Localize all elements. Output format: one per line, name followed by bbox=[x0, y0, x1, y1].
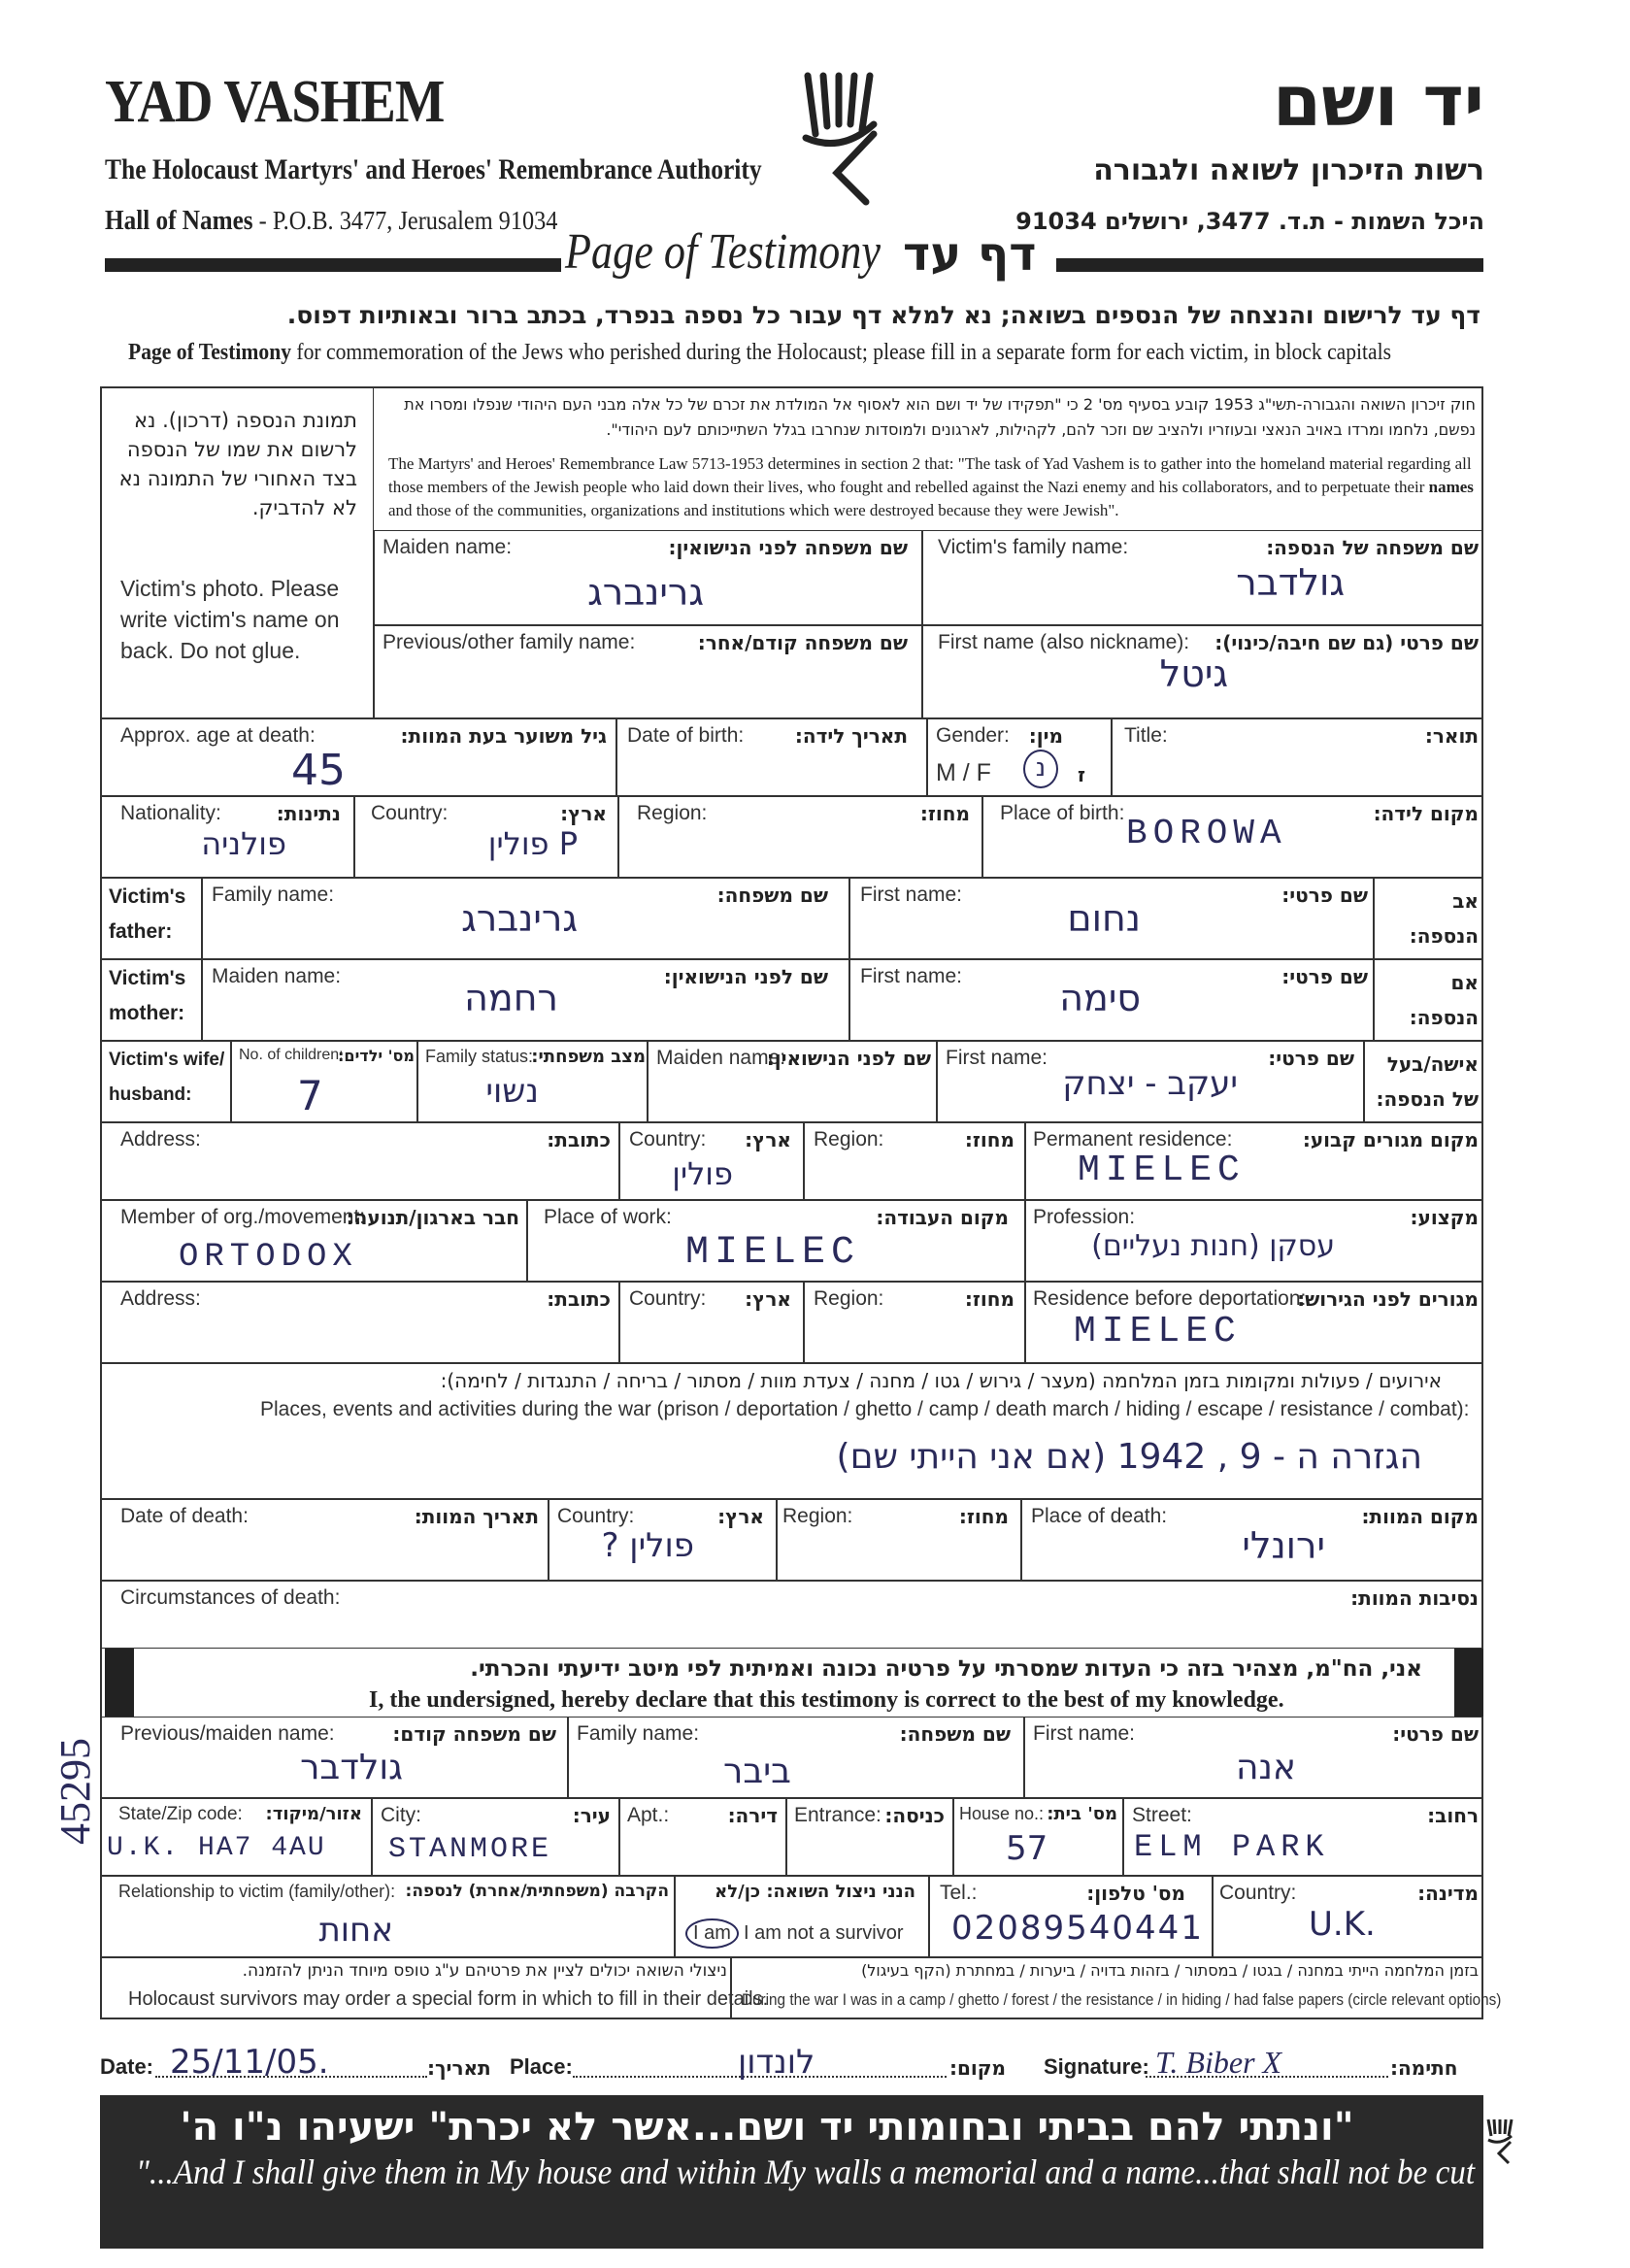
spouse-label: Victim's wife/ husband: bbox=[109, 1050, 225, 1105]
place-of-birth-label-he: מקום לידה: bbox=[1373, 802, 1479, 825]
father-label: Victim's father: bbox=[109, 885, 186, 943]
signature-label-he: חתימה: bbox=[1390, 2056, 1458, 2080]
father-label-he: אב הנספה: bbox=[1409, 889, 1479, 948]
entrance-label: Entrance: bbox=[794, 1804, 882, 1826]
address-label: Address: bbox=[120, 1128, 201, 1151]
city-value: STANMORE bbox=[388, 1833, 552, 1866]
place-of-death-label-he: מקום המוות: bbox=[1361, 1505, 1479, 1528]
family-status-label-he: מצב משפחתי: bbox=[531, 1047, 646, 1067]
house-no-value: 57 bbox=[1006, 1829, 1048, 1868]
place-of-death-value: ירונלי bbox=[1242, 1524, 1325, 1567]
tel-value: 02089540441 bbox=[951, 1909, 1204, 1948]
address-label-he: כתובת: bbox=[547, 1128, 611, 1151]
submitter-country-label: Country: bbox=[1219, 1882, 1297, 1904]
place-label-he: מקום: bbox=[949, 2056, 1006, 2080]
header-rule-right bbox=[1056, 258, 1483, 272]
state-zip-label: State/Zip code: bbox=[118, 1804, 243, 1824]
place-of-work-value: MIELEC bbox=[685, 1231, 861, 1275]
war-status-he: בזמן המלחמה הייתי במחנה / בגטו / במסתור / בזהות בדויה / ביערות / במחתרת (הקף בעיגול) bbox=[861, 1961, 1479, 1980]
age-label: Approx. age at death: bbox=[120, 724, 316, 747]
mother-first-label-he: שם פרטי: bbox=[1281, 965, 1368, 988]
victim-family-label: Victim's family name: bbox=[938, 536, 1129, 558]
photo-instructions-he: תמונת הנספה (דרכון). נא לרשום את שמו של הנספה בצד האחורי של התמונה נא לא להדביק. bbox=[118, 409, 357, 519]
father-family-label: Family name: bbox=[212, 884, 335, 906]
member-org-value: ORTODOX bbox=[179, 1239, 358, 1276]
profession-value: עסקן (חנות נעליים) bbox=[1091, 1229, 1335, 1263]
birth-country-value: P פולין bbox=[487, 825, 578, 862]
submitter-prev-name-label: Previous/maiden name: bbox=[120, 1722, 335, 1745]
date-label-he: תאריך: bbox=[427, 2056, 491, 2080]
age-value: 45 bbox=[291, 746, 346, 795]
gender-circled-value[interactable]: נ bbox=[1023, 750, 1058, 788]
relationship-label-he: הקרבה (משפחתית/אחרת) לנספה: bbox=[405, 1882, 669, 1901]
street-label: Street: bbox=[1132, 1804, 1192, 1826]
org-name-en: YAD VASHEM bbox=[105, 69, 445, 135]
address2-country-label-he: ארץ: bbox=[745, 1287, 791, 1311]
photo-instructions-en: Victim's photo. Please write victim's name on back. Do not glue. bbox=[120, 576, 340, 663]
place-of-death-label: Place of death: bbox=[1031, 1505, 1168, 1527]
yad-vashem-small-logo-icon bbox=[1485, 2117, 1514, 2165]
address2-region-label-he: מחוז: bbox=[964, 1287, 1015, 1311]
law-notice-he: חוק זיכרון השואה והגבורה-תשי"ג 1953 קובע בסעיף מס' 2 כי "תפקידו של יד ושם הוא לאסוף אל המולדת את זכרם של כל אלה מבני העם היהודי שנפלו ומסרו את נפשם, נלחמו ומרדו באויב הנאצי ובעוזריו ולהציב שם וזכר להם, לקהילות, לארגונים ולמוסדות שנחרבו בגלל השתייכותם לעם היהודי". bbox=[404, 395, 1476, 439]
place-of-birth-label: Place of birth: bbox=[1000, 802, 1125, 824]
submitter-family-label-he: שם משפחה: bbox=[899, 1722, 1011, 1746]
mother-first-label: First name: bbox=[860, 965, 963, 987]
address2-country-label: Country: bbox=[629, 1287, 707, 1310]
date-label: Date: bbox=[100, 2054, 154, 2079]
declaration-he: אני, הח"מ, מצהיר בזה כי העדות שמסרתי על פרטיה נכונה ואמיתית לפי מיטב ידיעתי והכרתי. bbox=[470, 1656, 1422, 1682]
death-country-label-he: ארץ: bbox=[717, 1505, 764, 1528]
house-no-label-he: מס' בית: bbox=[1047, 1804, 1117, 1824]
war-status-en: During the war I was in a camp / ghetto / forest / the resistance / in hiding / had false papers (circle relevant options) bbox=[742, 1990, 1502, 2009]
death-country-value: פולין ? bbox=[601, 1526, 694, 1565]
gender-label-he: מין: bbox=[1028, 724, 1063, 748]
war-events-value: הגזרה ה - 9 , 1942 (אם אני הייתי שם) bbox=[836, 1437, 1422, 1477]
maiden-name-value: גרינברג bbox=[587, 571, 704, 614]
submitter-family-value: ביבר bbox=[723, 1751, 791, 1791]
hall-address: - P.O.B. 3477, Jerusalem 91034 bbox=[258, 206, 558, 235]
submitter-country-label-he: מדינה: bbox=[1417, 1882, 1479, 1905]
family-status-value: נשוי bbox=[485, 1072, 539, 1111]
submitter-first-label: First name: bbox=[1033, 1722, 1136, 1745]
i-am-circled[interactable]: I am bbox=[685, 1918, 739, 1949]
apt-label-he: דירה: bbox=[727, 1804, 778, 1827]
father-first-label-he: שם פרטי: bbox=[1281, 884, 1368, 907]
circumstances-label-he: נסיבות המוות: bbox=[1350, 1586, 1479, 1610]
apt-label: Apt.: bbox=[627, 1804, 670, 1826]
profession-label: Profession: bbox=[1033, 1206, 1136, 1228]
signature-label: Signature: bbox=[1044, 2054, 1149, 2079]
previous-family-label: Previous/other family name: bbox=[383, 631, 636, 653]
org-subtitle-he: רשות הזיכרון לשואה ולגבורה bbox=[1093, 153, 1484, 187]
mother-maiden-value: רחמה bbox=[464, 977, 558, 1019]
war-events-label: Places, events and activities during the war (prison / deportation / ghetto / camp / death march / hiding / escape / resistance / combat): bbox=[260, 1398, 1470, 1420]
hall-of-names-he: היכל השמות - ת.ד. 3477, ירושלים 91034 bbox=[1015, 208, 1484, 235]
street-value: ELM PARK bbox=[1134, 1829, 1330, 1865]
member-org-label: Member of org./movement: bbox=[120, 1206, 366, 1228]
children-label-he: מס' ילדים: bbox=[338, 1047, 415, 1065]
submitter-family-label: Family name: bbox=[577, 1722, 700, 1745]
permanent-residence-label: Permanent residence: bbox=[1033, 1128, 1233, 1151]
city-label: City: bbox=[381, 1804, 421, 1826]
death-region-label: Region: bbox=[782, 1505, 853, 1527]
footer-verse-en-text: "...And I shall give them in My house and within My walls a memorial and a name...that shall not be cut off" bbox=[136, 2152, 1531, 2191]
instructions-he: דף עד לרישום והנצחה של הנספים בשואה; נא למלא דף עבור כל נספה בנפרד, בכתב ברור ובאותיות דפוס. bbox=[286, 301, 1480, 329]
father-family-label-he: שם משפחה: bbox=[716, 884, 828, 907]
place-of-work-label: Place of work: bbox=[544, 1206, 672, 1228]
relationship-label: Relationship to victim (family/other): bbox=[118, 1882, 396, 1901]
law-notice-en-1: The Martyrs' and Heroes' Remembrance Law 5713-1953 determines in section 2 that: "The task of Yad Vashem is to gather into the homeland material regarding all those members of the Jewish people who laid down their lives, who fought and rebelled against the Nazi enemy and his collaborators, and to perpetuate their bbox=[388, 454, 1472, 496]
not-survivor-option[interactable]: I am not a survivor bbox=[744, 1922, 904, 1944]
family-status-label: Family status: bbox=[425, 1047, 534, 1066]
instructions-en bbox=[128, 340, 1391, 366]
children-label: No. of children: bbox=[239, 1047, 344, 1063]
signature-value[interactable]: T. Biber X bbox=[1155, 2045, 1282, 2080]
state-zip-value: U.K. HA7 4AU bbox=[107, 1833, 326, 1863]
gender-options: M / F bbox=[936, 759, 991, 786]
yad-vashem-logo-icon bbox=[798, 66, 885, 212]
gender-options-he: ז bbox=[1078, 763, 1086, 786]
spouse-first-label-he: שם פרטי: bbox=[1268, 1047, 1354, 1070]
org-name-he: יד ושם bbox=[1272, 60, 1484, 142]
children-value: 7 bbox=[297, 1072, 323, 1119]
law-notice-en-2: and those of the communities, organizations and institutions which were destroyed because they were Jewish". bbox=[388, 501, 1119, 519]
mother-maiden-label-he: שם לפני הנישואין: bbox=[663, 965, 828, 988]
form-title-en: Page of Testimony bbox=[565, 224, 881, 280]
place-of-birth-value: BOROWA bbox=[1126, 814, 1287, 853]
footer-verse-en bbox=[136, 2151, 1630, 2192]
father-first-label: First name: bbox=[860, 884, 963, 906]
mother-first-value: סימה bbox=[1059, 977, 1141, 1019]
address-country-label: Country: bbox=[629, 1128, 707, 1151]
law-notice-names: names bbox=[1428, 478, 1474, 496]
hall-of-names-en bbox=[105, 206, 557, 237]
victim-family-value: גולדבר bbox=[1236, 561, 1345, 604]
tel-label: Tel.: bbox=[940, 1882, 978, 1904]
org-subtitle-en: The Holocaust Martyrs' and Heroes' Remembrance Authority bbox=[105, 153, 762, 185]
birth-region-label: Region: bbox=[637, 802, 708, 824]
profession-label-he: מקצוע: bbox=[1410, 1206, 1479, 1229]
address2-label-he: כתובת: bbox=[547, 1287, 611, 1311]
address-region-label-he: מחוז: bbox=[964, 1128, 1015, 1151]
footer-verse-he: "ונתתי להם בביתי ובחומותי יד ושם...אשר לא יכרת" ישעיהו נ"ו ה' bbox=[180, 2105, 1354, 2150]
instructions-en-text: for commemoration of the Jews who perished during the Holocaust; please fill in a separate form for each victim, in block capitals bbox=[296, 340, 1392, 365]
first-name-nick-label: First name (also nickname): bbox=[938, 631, 1190, 653]
spouse-maiden-label: Maiden name: bbox=[656, 1047, 786, 1069]
form-title-he: דף עד bbox=[903, 227, 1037, 282]
nationality-label: Nationality: bbox=[120, 802, 221, 824]
hall-label: Hall of Names bbox=[105, 206, 253, 236]
survivor-note-en: Holocaust survivors may order a special form in which to fill in their details. bbox=[128, 1988, 769, 2010]
law-notice-en bbox=[388, 452, 1476, 522]
submitter-prev-name-value: גולדבר bbox=[300, 1748, 403, 1787]
dob-label: Date of birth: bbox=[627, 724, 745, 747]
birth-country-label-he: ארץ: bbox=[560, 802, 607, 825]
victim-family-label-he: שם משפחה של הנספה: bbox=[1266, 536, 1479, 559]
title-label: Title: bbox=[1124, 724, 1168, 747]
date-of-death-label-he: תאריך המוות: bbox=[414, 1505, 539, 1528]
maiden-name-label: Maiden name: bbox=[383, 536, 513, 558]
spouse-label-he: אישה/בעל של הנספה: bbox=[1376, 1052, 1479, 1111]
maiden-name-label-he: שם משפחה לפני הנישואין: bbox=[668, 536, 908, 559]
date-of-death-label: Date of death: bbox=[120, 1505, 249, 1527]
birth-region-label-he: מחוז: bbox=[919, 802, 970, 825]
address2-region-label: Region: bbox=[814, 1287, 884, 1310]
instructions-en-bold: Page of Testimony bbox=[128, 340, 292, 365]
previous-family-label-he: שם משפחה קודם/אחר: bbox=[697, 631, 908, 654]
entrance-label-he: כניסה: bbox=[884, 1804, 945, 1827]
death-region-label-he: מחוז: bbox=[958, 1505, 1009, 1528]
address-country-value: פולין bbox=[672, 1155, 733, 1192]
street-label-he: רחוב: bbox=[1427, 1804, 1479, 1827]
residence-before-label: Residence before deportation: bbox=[1033, 1287, 1307, 1310]
member-org-label-he: חבר בארגון/תנועה: bbox=[346, 1206, 519, 1229]
submitter-first-label-he: שם פרטי: bbox=[1392, 1722, 1479, 1746]
birth-country-label: Country: bbox=[371, 802, 449, 824]
declaration-en: I, the undersigned, hereby declare that this testimony is correct to the best of my knowledge. bbox=[369, 1687, 1284, 1713]
spouse-first-value: יעקב - יצחק bbox=[1062, 1064, 1238, 1103]
place-label: Place: bbox=[510, 2054, 573, 2079]
date-value[interactable]: 25/11/05. bbox=[170, 2043, 329, 2082]
permanent-residence-label-he: מקום מגורים קבוע: bbox=[1302, 1128, 1479, 1151]
first-name-nick-label-he: שם פרטי (גם שם חיבה/כינוי): bbox=[1214, 631, 1479, 654]
house-no-label: House no.: bbox=[959, 1804, 1045, 1823]
circumstances-label: Circumstances of death: bbox=[120, 1586, 341, 1609]
mother-label: Victim's mother: bbox=[109, 967, 186, 1024]
submitter-first-value: אנה bbox=[1236, 1748, 1296, 1787]
gender-label: Gender: bbox=[936, 724, 1010, 747]
death-country-label: Country: bbox=[557, 1505, 635, 1527]
header-rule-left bbox=[105, 258, 561, 272]
first-name-value: גיטל bbox=[1159, 652, 1228, 695]
submitter-country-value: U.K. bbox=[1309, 1905, 1376, 1944]
nationality-value: פולניה bbox=[201, 825, 286, 862]
residence-before-value: MIELEC bbox=[1074, 1311, 1242, 1352]
mother-label-he: אם הנספה: bbox=[1409, 971, 1479, 1029]
father-family-value: גרינברג bbox=[461, 897, 578, 940]
state-zip-label-he: אזור/מיקוד: bbox=[265, 1804, 362, 1824]
spouse-maiden-label-he: שם לפני הנישואין: bbox=[766, 1047, 931, 1070]
spouse-first-label: First name: bbox=[946, 1047, 1048, 1069]
relationship-value: אחות bbox=[318, 1911, 393, 1950]
age-label-he: גיל משוער בעת המוות: bbox=[400, 724, 607, 748]
residence-before-label-he: מגורים לפני הגירוש: bbox=[1297, 1287, 1479, 1311]
war-events-label-he: אירועים / פעולות ומקומות בזמן המלחמה (מעצר / גירוש / גטו / מחנה / צעדת מוות / מסתור / בריחה / התנגדות / לחימה): bbox=[440, 1369, 1442, 1392]
dob-label-he: תאריך לידה: bbox=[794, 724, 908, 748]
address2-label: Address: bbox=[120, 1287, 201, 1310]
survivor-note-he: ניצולי השואה יכולים לציין את פרטיהם ע"ג טופס מיוחד הניתן להזמנה. bbox=[242, 1961, 727, 1981]
footer-verse-ref: Isaiah, 56:5 bbox=[1538, 2164, 1630, 2188]
permanent-residence-value: MIELEC bbox=[1078, 1150, 1246, 1191]
survivor-label-he: הנני ניצול השואה: כן/לא bbox=[715, 1882, 915, 1902]
margin-reference-number: 45295 bbox=[51, 1738, 99, 1845]
title-label-he: תואר: bbox=[1424, 724, 1479, 748]
city-label-he: עיר: bbox=[572, 1804, 611, 1827]
nationality-label-he: נתינות: bbox=[276, 802, 341, 825]
tel-label-he: מס' טלפון: bbox=[1086, 1882, 1185, 1905]
father-first-value: נחום bbox=[1067, 897, 1141, 940]
submitter-prev-name-label-he: שם משפחה קודם: bbox=[392, 1722, 556, 1746]
place-of-work-label-he: מקום העבודה: bbox=[876, 1206, 1009, 1229]
address-country-label-he: ארץ: bbox=[745, 1128, 791, 1151]
mother-maiden-label: Maiden name: bbox=[212, 965, 342, 987]
place-value[interactable]: לונדון bbox=[738, 2043, 815, 2082]
address-region-label: Region: bbox=[814, 1128, 884, 1151]
